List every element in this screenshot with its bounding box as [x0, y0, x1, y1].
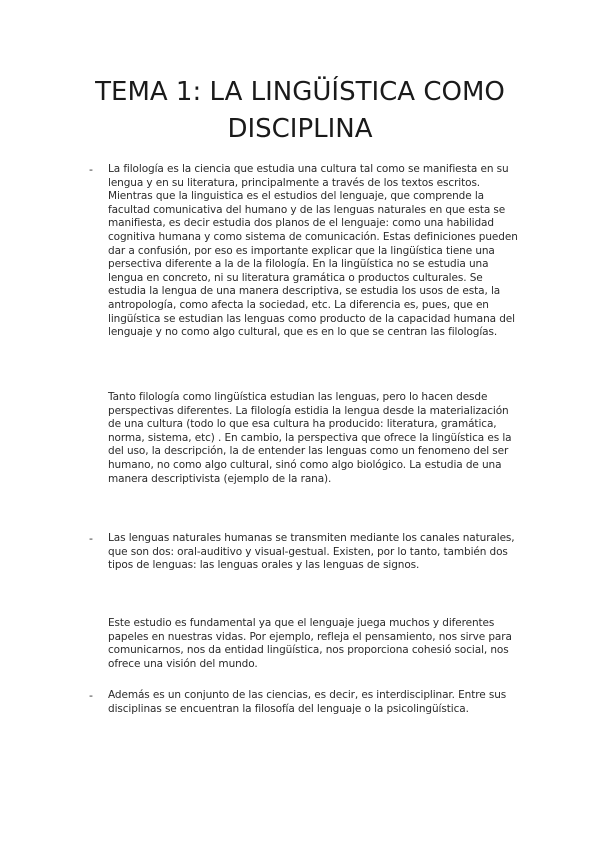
bullet-marker-1: -: [89, 163, 93, 176]
bullet1-paragraph1: La filología es la ciencia que estudia una cultura tal como se manifiesta en su lengua y en su literatura, principalmente a través de los textos escritos. Mientras que la linguistica es el estudios del lenguaje, que comprende la facultad comunicativa del humano y de las lenguas naturales en que esta se manifiesta, es decir estudia dos planos de el lenguaje: como una habilidad cognitiva humana y como sistema de comunicación. Estas definiciones pueden dar a confusión, por eso es importante explicar que la lingüística tiene una persectiva diferente a la de la filología. En la lingüística no se estudia una lengua en concreto, ni su literatura gramática o productos culturales. Se estudia la lengua de una manera descriptiva, se estudia los usos de esta, la antropología, como afecta la sociedad, etc. La diferencia es, pues, que en lingüística se estudian las lenguas como producto de la capacidad humana del lenguaje y no como algo cultural, que es en lo que se centran las filologías.: [108, 163, 518, 339]
bullet1-paragraph2: Tanto filología como lingüística estudian las lenguas, pero lo hacen desde perspectivas diferentes. La filología estidia la lengua desde la materialización de una cultura (todo lo que esa cultura ha producido: literatura, gramática, norma, sistema, etc) . En cambio, la perspectiva que ofrece la lingüística es la del uso, la descripción, la de entender las lenguas como un fenomeno del ser humano, no como algo cultural, sinó como algo biológico. La estudia de una manera descriptivista (ejemplo de la rana).: [108, 391, 512, 485]
bullet-marker-2: -: [89, 532, 93, 545]
page-title: TEMA 1: LA LINGÜÍSTICA COMO DISCIPLINA: [95, 77, 505, 144]
bullet2-paragraph2: Este estudio es fundamental ya que el lenguaje juega muchos y diferentes papeles en nuestras vidas. Por ejemplo, refleja el pensamiento, nos sirve para comunicarnos, nos da entidad lingüística, nos proporciona cohesió social, nos ofrece una visión del mundo.: [108, 617, 512, 670]
bullet2-paragraph1: Las lenguas naturales humanas se transmiten mediante los canales naturales, que son dos: oral-auditivo y visual-gestual. Existen, por lo tanto, también dos tipos de lenguas: las lenguas orales y las lenguas de signos.: [108, 532, 515, 572]
bullet3-paragraph1: Además es un conjunto de las ciencias, es decir, es interdisciplinar. Entre sus disciplinas se encuentran la filosofía del lenguaje o la psicolingüística.: [108, 689, 507, 715]
bullet-marker-3: -: [89, 689, 93, 702]
